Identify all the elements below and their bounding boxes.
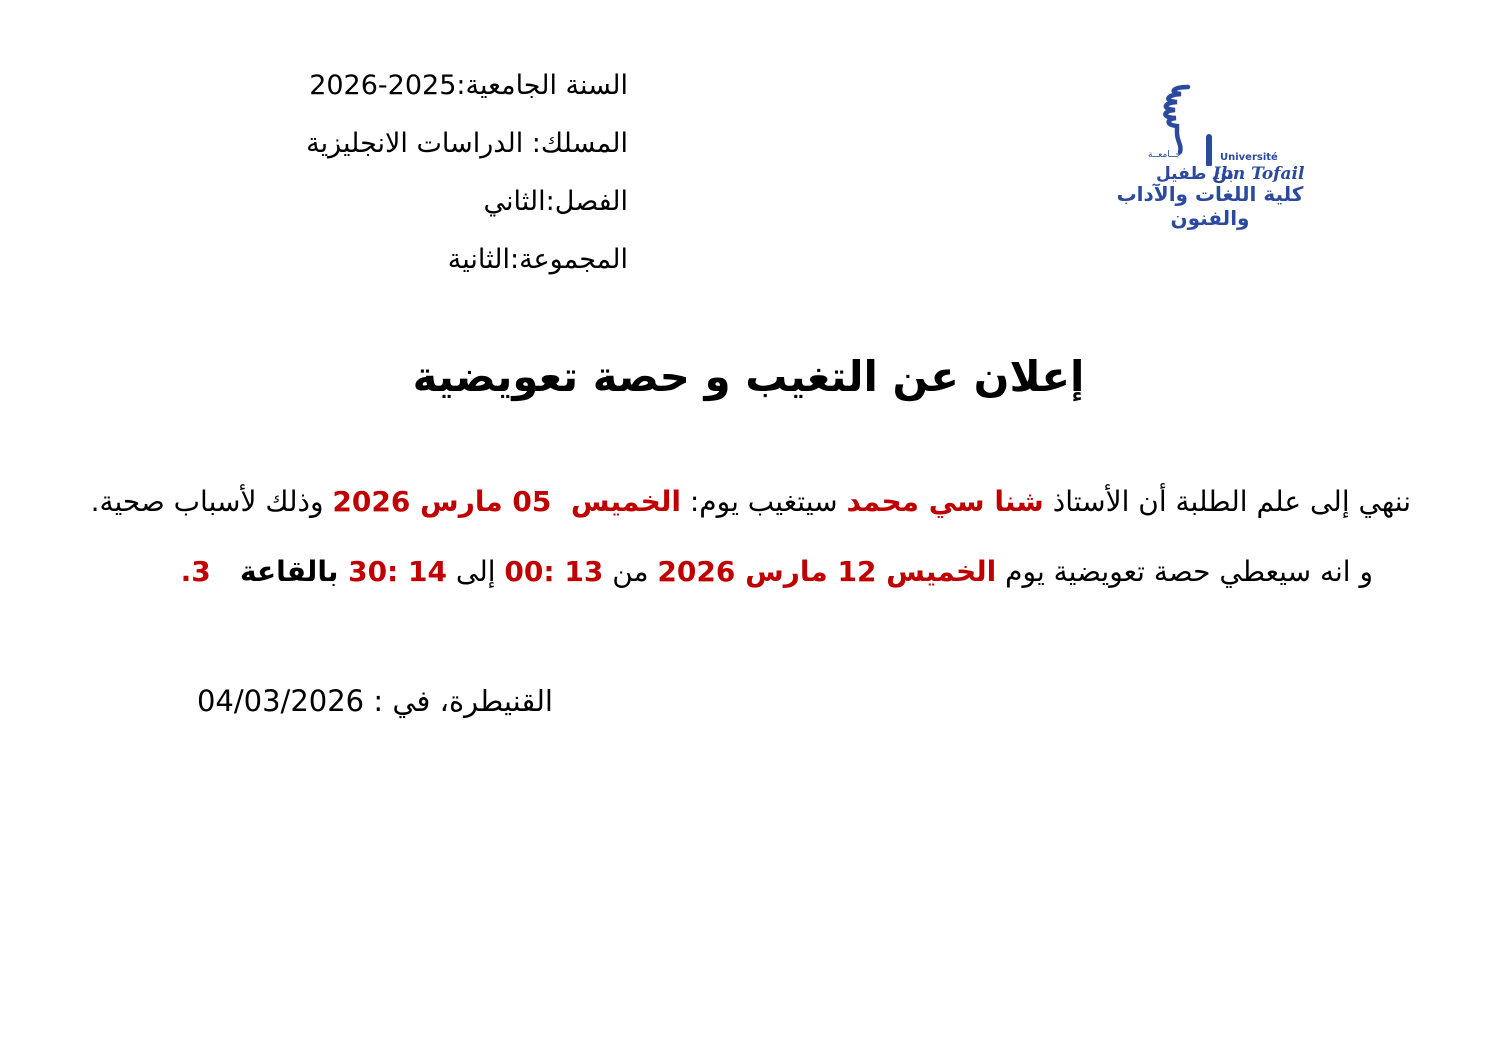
announcement-body [80, 480, 1411, 620]
makeup-date: الخميس 12 مارس 2026 [657, 555, 997, 588]
p1-text-2: سيتغيب يوم: [680, 485, 847, 518]
place-label: القنيطرة، في : [364, 684, 553, 718]
absence-date: الخميس 05 مارس 2026 [332, 485, 681, 518]
ibn-tofail-label: Ibn Tofail [1213, 164, 1305, 184]
p2-text-3: إلى [446, 555, 505, 588]
makeup-session-paragraph [80, 550, 1411, 594]
logo-artwork [1082, 80, 1338, 184]
p2-text-2: من [603, 555, 658, 588]
absence-paragraph [80, 480, 1411, 524]
program-line: المسلك: الدراسات الانجليزية [306, 128, 628, 159]
academic-year-value: 2026-2025 [309, 70, 457, 101]
semester-line: الفصل:الثاني [483, 186, 628, 217]
universite-label: Université [1220, 152, 1278, 163]
calligraphy-squiggle-icon [1154, 84, 1198, 156]
issue-date: 04/03/2026 [196, 684, 365, 718]
end-time: 30: 14 [348, 555, 447, 588]
start-time: 00: 13 [504, 555, 604, 588]
p1-text-1: ننهي إلى علم الطلبة أن الأستاذ [1043, 485, 1411, 518]
ibn-tofail-arabic-label: بن طفيل [1156, 164, 1234, 184]
p1-text-3: وذلك لأسباب صحية. [90, 485, 333, 518]
faculty-name: كلية اللغات والآداب والفنون [1116, 182, 1304, 230]
room-number: 3. [180, 555, 241, 588]
room-label: بالقاعة [240, 555, 349, 588]
univ-arabic-word: جــامعــة [1148, 150, 1181, 160]
university-logo [1082, 80, 1338, 230]
group-line: المجموعة:الثانية [447, 244, 628, 275]
professor-name: شنا سي محمد [846, 485, 1044, 518]
academic-year-label: السنة الجامعية: [456, 70, 628, 101]
p2-text-1: و انه سيعطي حصة تعويضية يوم [996, 555, 1373, 588]
page-title: إعلان عن التغيب و حصة تعويضية [412, 352, 1085, 401]
footer-date-line [197, 684, 553, 718]
alif-stroke-icon [1206, 134, 1212, 166]
academic-info-block [306, 68, 628, 300]
academic-year-line [306, 68, 628, 104]
